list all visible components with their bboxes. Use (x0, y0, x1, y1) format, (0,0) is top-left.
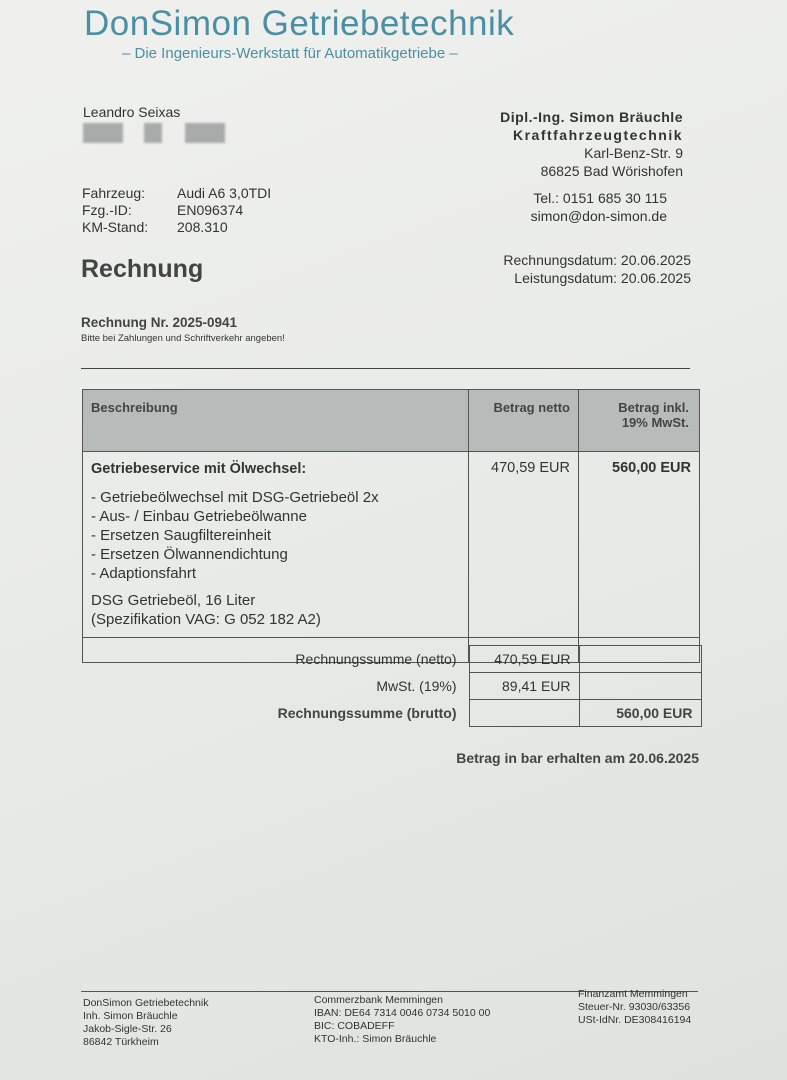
totals-vat-amount: 89,41 EUR (469, 673, 579, 700)
customer-name: Leandro Seixas (83, 104, 181, 120)
footer-bank (314, 994, 490, 1046)
footer-line: Jakob-Sigle-Str. 26 (83, 1023, 172, 1035)
footer-line: USt-IdNr. DE308416194 (578, 1014, 692, 1026)
table-header-row (83, 390, 700, 452)
line-items-table (82, 389, 700, 663)
redacted-address-block (144, 123, 162, 143)
sender-street: Karl-Benz-Str. 9 (584, 145, 683, 161)
sender-business: Kraftfahrzeugtechnik (512, 127, 683, 143)
column-header-description: Beschreibung (83, 390, 469, 452)
reference-note: Bitte bei Zahlungen und Schriftverkehr angeben! (81, 333, 285, 344)
column-header-net: Betrag netto (469, 390, 579, 452)
invoice-date: Rechnungsdatum: 20.06.2025 (503, 252, 691, 268)
footer-line: BIC: COBADEFF (314, 1020, 395, 1032)
list-item: - Adaptionsfahrt (91, 565, 197, 582)
footer-line: Commerzbank Memmingen (314, 994, 443, 1006)
item-task-list (91, 488, 460, 583)
totals-row-vat (82, 673, 701, 700)
footer-line: DonSimon Getriebetechnik (83, 997, 209, 1009)
divider (81, 368, 690, 369)
list-item: - Getriebeölwechsel mit DSG-Getriebeöl 2x (91, 489, 379, 506)
item-specification: (Spezifikation VAG: G 052 182 A2) (91, 611, 321, 628)
vehicle-label: Fahrzeug: (82, 185, 146, 201)
totals-row-gross (82, 700, 701, 727)
item-net-amount: 470,59 EUR (469, 452, 579, 638)
vehicle-row (82, 184, 332, 202)
column-header-gross-line2: 19% MwSt. (621, 415, 689, 430)
footer-line: Steuer-Nr. 93030/63356 (578, 1001, 691, 1013)
sender-contact (531, 189, 667, 225)
service-date: Leistungsdatum: 20.06.2025 (514, 270, 691, 286)
redacted-address-block (83, 123, 123, 143)
totals-gross-net-cell (469, 700, 579, 727)
footer-company (83, 997, 208, 1049)
item-material: DSG Getriebeöl, 16 Liter (91, 592, 256, 609)
vehicle-id-label: Fzg.-ID: (82, 202, 132, 218)
document-title: Rechnung (81, 255, 204, 283)
footer-line: 86842 Türkheim (83, 1036, 159, 1048)
company-tagline: – Die Ingenieurs-Werkstatt für Automatikgetriebe – (122, 45, 458, 62)
mileage-row (82, 218, 332, 236)
sender-email: simon@don-simon.de (530, 208, 667, 224)
sender-phone: Tel.: 0151 685 30 115 (533, 190, 667, 206)
mileage-value: 208.310 (177, 219, 228, 235)
vehicle-value: Audi A6 3,0TDI (177, 185, 272, 201)
list-item: - Aus- / Einbau Getriebeölwanne (91, 508, 307, 525)
list-item: - Ersetzen Ölwannendichtung (91, 546, 288, 563)
vehicle-id-row (82, 201, 332, 219)
totals-net-gross-cell (579, 646, 701, 673)
footer-line: Inh. Simon Bräuchle (83, 1010, 178, 1022)
table-row (83, 452, 700, 638)
sender-name: Dipl.-Ing. Simon Bräuchle (500, 109, 683, 125)
column-header-gross-line1: Betrag inkl. (618, 400, 689, 415)
footer-line: IBAN: DE64 7314 0046 0734 5010 00 (314, 1007, 491, 1019)
invoice-dates (503, 251, 691, 287)
list-item: - Ersetzen Saugfiltereinheit (91, 527, 272, 544)
totals-net-amount: 470,59 EUR (469, 646, 579, 673)
sender-city: 86825 Bad Wörishofen (540, 163, 683, 179)
item-description (83, 452, 469, 638)
footer-line: Finanzamt Memmingen (578, 988, 688, 1000)
item-heading: Getriebeservice mit Ölwechsel: (91, 461, 307, 477)
footer-tax (578, 988, 691, 1027)
totals-gross-label: Rechnungssumme (brutto) (277, 705, 457, 721)
redacted-address-block (185, 123, 225, 143)
invoice-number: Rechnung Nr. 2025-0941 (81, 315, 238, 330)
mileage-label: KM-Stand: (82, 219, 149, 235)
totals-vat-label: MwSt. (19%) (376, 678, 457, 694)
payment-received-note: Betrag in bar erhalten am 20.06.2025 (456, 750, 699, 766)
totals-net-label: Rechnungssumme (netto) (295, 651, 457, 667)
totals-gross-amount: 560,00 EUR (579, 700, 701, 727)
sender-address (500, 108, 683, 180)
footer-line: KTO-Inh.: Simon Bräuchle (314, 1033, 437, 1045)
item-gross-amount: 560,00 EUR (579, 452, 700, 638)
company-logo-text: DonSimon Getriebetechnik (84, 4, 515, 43)
totals-row-net (82, 646, 701, 673)
totals-vat-gross-cell (579, 673, 701, 700)
totals-table (82, 645, 702, 727)
vehicle-id-value: EN096374 (177, 202, 244, 218)
column-header-gross (579, 390, 700, 452)
